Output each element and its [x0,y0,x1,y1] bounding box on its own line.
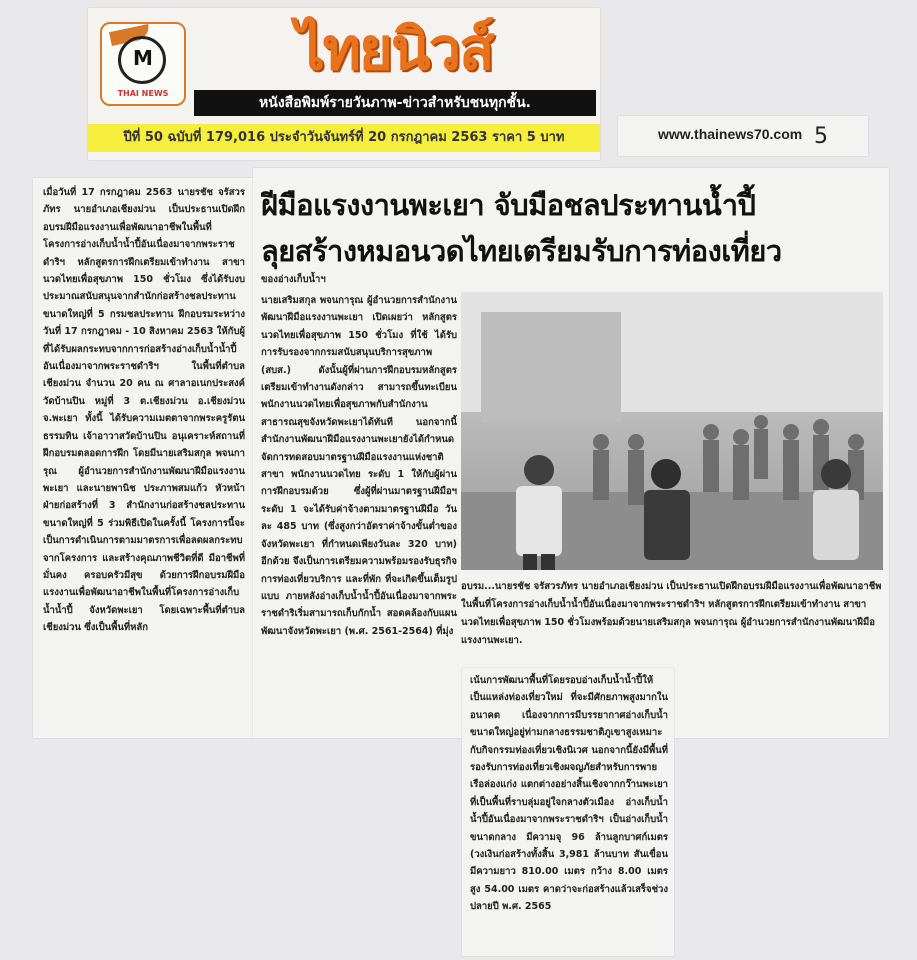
headline-line-1: ฝีมือแรงงานพะเยา จับมือชลประทานน้ำปี้ [261,188,756,222]
newspaper-brand: ไทยนิวส์ [295,15,493,83]
page-info-strip [618,116,868,156]
masthead [88,8,600,160]
logo-caption: THAI NEWS [117,89,169,98]
article-headline [261,182,881,274]
middle-column-text: นายเสริมสกุล พจนการุณ ผู้อำนวยการสำนักงานพัฒนาฝีมือแรงงานพะเยา เปิดเผยว่า หลักสูตร นวดไทยเพื่อสุขภาพ 150 ชั่วโมง ที่ใช้ ได้รับการรับรองจากกรมสนับสนุนบริการสุขภาพ (สบส.) ดังนั้นผู้ที่ผ่านการฝึกอบรมหลักสูตรเตรียมเข้าทำงานดังกล่าว สามารถขึ้นทะเบียนพนักงานนวดไทยเพื่อสุขภาพกับสำนักงานสาธารณสุขจังหวัดพะเยาได้ทันที นอกจากนี้ สำนักงานพัฒนาฝีมือแรงงานพะเยายังได้กำหนดจัดการทดสอบมาตรฐานฝีมือแรงงานแห่งชาติ สาขา พนักงานนวดไทย ระดับ 1 ให้กับผู้ผ่านการฝึกอบรมด้วย ซึ่งผู้ที่ผ่านมาตรฐานฝีมือฯ ระดับ 1 จะได้รับค่าจ้างตามมาตรฐานฝีมือ วันละ 485 บาท (ซึ่งสูงกว่าอัตราค่าจ้างขั้นต่ำของจังหวัดพะเยา ที่กำหนดเพียงวันละ 320 บาท) อีกด้วย จึงเป็นการเตรียมความพร้อมรองรับธุรกิจการท่องเที่ยวบริการ และที่พัก ที่จะเกิดขึ้นเต็มรูปแบบ ภายหลังอ่างเก็บน้ำน้ำปี้อันเนื่องมาจากพระราชดำริเริ่มสามารถเก็บกักน้ำ สอดคล้องกับแผนพัฒนาจังหวัดพะเยา (พ.ศ. 2561-2564) ที่มุ่ง [261,295,457,637]
headline-line-2: ลุยสร้างหมอนวดไทยเตรียมรับการท่องเที่ยว [261,234,782,268]
article-main [253,168,889,738]
article-left-column [33,178,253,738]
training-group-photo [461,292,883,570]
website-url: www.thainews70.com [658,126,803,142]
tagline: หนังสือพิมพ์รายวันภาพ-ข่าวสำหรับชนทุกชั้น. [194,90,596,116]
thai-news-logo: M THAI NEWS [100,22,186,106]
issue-dateline: ปีที่ 50 ฉบับที่ 179,016 ประจำวันจันทร์ที่ 20 กรกฎาคม 2563 ราคา 5 บาท [88,124,600,152]
kicker-text: ของอ่างเก็บน้ำฯ [261,274,326,285]
bottom-column-text: เน้นการพัฒนาพื้นที่โดยรอบอ่างเก็บน้ำน้ำปี้ให้เป็นแหล่งท่องเที่ยวใหม่ ที่จะมีศักยภาพสูงมากในอนาคต เนื่องจากการมีบรรยากาศอ่างเก็บน้ำขนาดใหญ่อยู่ท่ามกลางธรรมชาติภูเขาสูงเหมาะกับกิจกรรมท่องเที่ยวเชิงนิเวศ นอกจากนี้ยังมีพื้นที่รองรับการท่องเที่ยวเชิงผจญภัยสำหรับการพายเรือล่องแก่ง แตกต่างอย่างสิ้นเชิงจากกว๊านพะเยาที่เป็นพื้นที่ราบลุ่มอยู่ใจกลางตัวเมือง อ่างเก็บน้ำน้ำปี้อันเนื่องมาจากพระราชดำริฯ เป็นอ่างเก็บน้ำขนาดกลาง มีความจุ 96 ล้านลูกบาศก์เมตร (วงเงินก่อสร้างทั้งสิ้น 3,981 ล้านบาท สันเขื่อนมีความยาว 810.00 เมตร กว้าง 8.00 เมตร สูง 54.00 เมตร คาดว่าจะก่อสร้างแล้วเสร็จช่วงปลายปี พ.ศ. 2565 [470,675,668,913]
page-number: 5 [814,124,828,149]
article-bottom-column [462,668,674,956]
news-photo [461,292,883,570]
photo-caption: อบรม...นายรชัช จรัสวรภัทร นายอำเภอเชียงม่วน เป็นประธานเปิดฝึกอบรมฝีมือแรงงานเพื่อพัฒนาอาชีพในพื้นที่โครงการอ่างเก็บน้ำน้ำปี้อันเนื่องมาจากพระราชดำริฯ หลักสูตรการฝึกเตรียมเข้าทำงาน สาขา นวดไทยเพื่อสุขภาพ 150 ชั่วโมงพร้อมด้วยนายเสริมสกุล พจนการุณ ผู้อำนวยการสำนักงานพัฒนาฝีมือแรงงานพะเยา. [461,581,882,646]
left-column-text: เมื่อวันที่ 17 กรกฎาคม 2563 นายรชัช จรัสวรภัทร นายอำเภอเชียงม่วน เป็นประธานเปิดฝึกอบรมฝีมือแรงงานเพื่อพัฒนาอาชีพในพื้นที่โครงการอ่างเก็บน้ำน้ำปี้อันเนื่องมาจากพระราชดำริฯ หลักสูตรการฝึกเตรียมเข้าทำงาน สาขา นวดไทยเพื่อสุขภาพ 150 ชั่วโมง ซึ่งได้รับงบประมาณสนับสนุนจากสำนักก่อสร้างชลประทานขนาดใหญ่ที่ 5 กรมชลประทาน ฝึกอบรมระหว่างวันที่ 17 กรกฎาคม - 10 สิงหาคม 2563 ให้กับผู้ที่ได้รับผลกระทบจากการก่อสร้างอ่างเก็บน้ำน้ำปี้ อันเนื่องมาจากพระราชดำริฯ ในพื้นที่ตำบลเชียงม่วน จำนวน 20 คน ณ ศาลาอเนกประสงค์ วัดบ้านปิน หมู่ที่ 3 ต.เชียงม่วน อ.เชียงม่วน จ.พะเยา ทั้งนี้ ได้รับความเมตตาจากพระครูรัตนธรรมทิน เจ้าอาวาสวัดบ้านปิน อนุเคราะห์สถานที่ฝึกอบรมตลอดการฝึก โดยมีนายเสริมสกุล พจนการุณ ผู้อำนวยการสำนักงานพัฒนาฝีมือแรงงานพะเยา และนายพานิช ประภาพสมแก้ว หัวหน้าฝ่ายก่อสร้างที่ 3 สำนักงานก่อสร้างชลประทานขนาดใหญ่ที่ 5 ร่วมพิธีเปิดในครั้งนี้ โครงการนี้จะเป็นการดำเนินการตามมาตรการเพื่อลดผลกระทบจากโครงการ และสร้างคุณภาพชีวิตที่ดี มีอาชีพที่มั่นคง ครอบครัวมีสุข ด้วยการฝึกอบรมฝีมือแรงงานเพื่อพัฒนาอาชีพในพื้นที่โครงการอ่างเก็บน้ำน้ำปี้ จังหวัดพะเยา โดยเฉพาะพื้นที่ตำบลเชียงม่วน ซึ่งเป็นพื้นที่หลัก [43,187,245,634]
